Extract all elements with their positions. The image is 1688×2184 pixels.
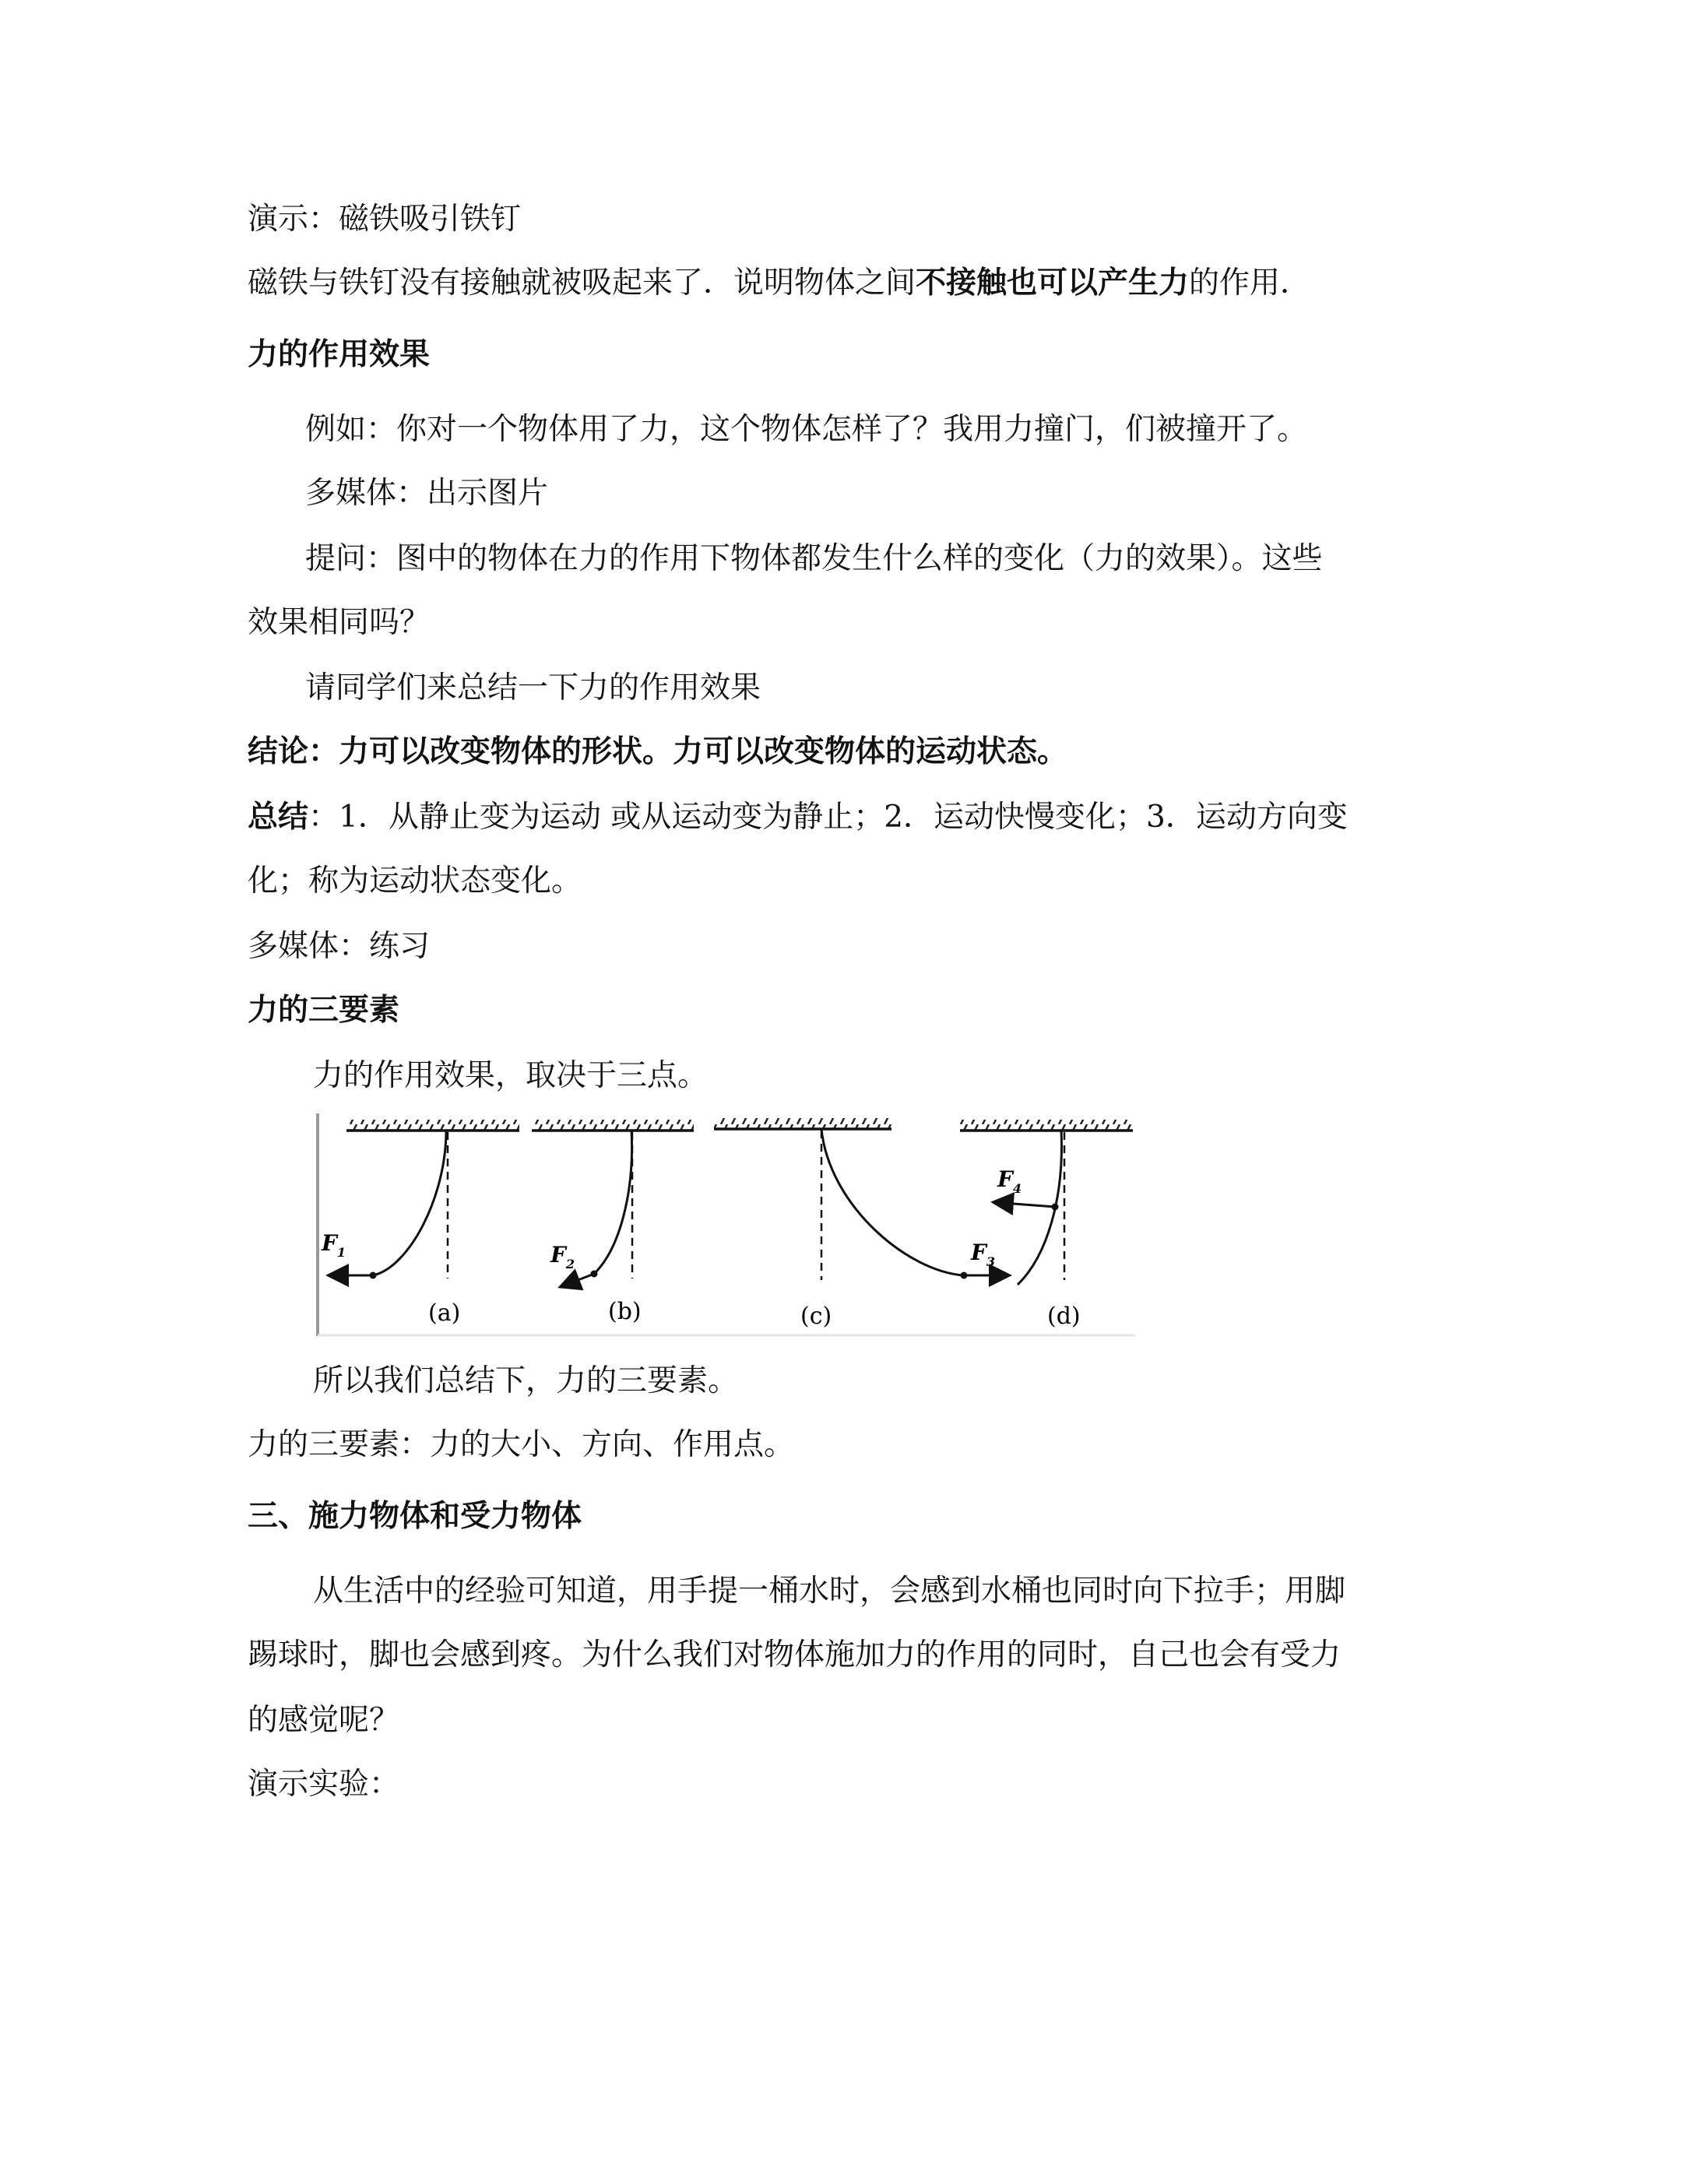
- force-diagram: [315, 1112, 1135, 1338]
- multimedia-picture-line: 多媒体：出示图片: [305, 476, 549, 511]
- three-elements-definition: 力的三要素：力的大小、方向、作用点。: [248, 1427, 795, 1462]
- panel-b: [532, 1120, 694, 1325]
- magnet-explanation-end: 的作用．: [1189, 266, 1311, 301]
- summarize-prompt: 请同学们来总结一下力的作用效果: [305, 670, 761, 705]
- summary-label: 总结: [248, 800, 309, 835]
- heading-three-elements: 力的三要素: [248, 993, 400, 1028]
- bent-rod: [821, 1129, 964, 1275]
- summary-line-1: [248, 797, 1447, 838]
- panel-caption: (b): [608, 1298, 642, 1325]
- ceiling-hatch: [346, 1120, 519, 1131]
- ceiling-hatch: [960, 1120, 1133, 1131]
- panel-c: [714, 1118, 1010, 1330]
- question-line-2: 效果相同吗？: [248, 605, 431, 640]
- three-points-line: 力的作用效果，取决于三点。: [313, 1058, 709, 1093]
- force-label: $F_1$: [322, 1230, 346, 1260]
- bent-rod: [594, 1131, 632, 1274]
- bent-rod: [373, 1131, 446, 1275]
- summary-intro-line: 所以我们总结下，力的三要素。: [313, 1363, 739, 1398]
- demo-experiment-line: 演示实验：: [248, 1767, 400, 1802]
- question-line-1: 提问：图中的物体在力的作用下物体都发生什么样的变化（力的效果）。这些: [305, 541, 1323, 576]
- force-label: $F_3$: [971, 1240, 996, 1269]
- panel-caption: (d): [1047, 1303, 1081, 1330]
- panel-a: [321, 1120, 519, 1327]
- force-arrow: [993, 1202, 1055, 1207]
- magnet-explanation-text: 磁铁与铁钉没有接触就被吸起来了．说明物体之间: [248, 266, 916, 301]
- summary-line-2: 化；称为运动状态变化。: [248, 863, 582, 899]
- ceiling-hatch: [532, 1120, 694, 1131]
- force-arrow: [560, 1274, 594, 1287]
- conclusion-line: 结论：力可以改变物体的形状。力可以改变物体的运动状态。: [248, 734, 1068, 769]
- panel-d: [960, 1120, 1133, 1330]
- example-paragraph: 例如：你对一个物体用了力，这个物体怎样了？我用力撞门，们被撞开了。: [305, 412, 1308, 447]
- magnet-explanation-emphasis: 不接触也可以产生力: [916, 266, 1190, 301]
- heading-force-effects: 力的作用效果: [248, 337, 431, 372]
- magnet-explanation: [248, 263, 1447, 304]
- multimedia-exercise-line: 多媒体：练习: [248, 929, 431, 964]
- summary-text: ：1．从静止变为运动 或从运动变为静止；2．运动快慢变化；3．运动方向变: [308, 800, 1348, 835]
- ceiling-hatch: [714, 1118, 891, 1129]
- demo-magnet-line: 演示：磁铁吸引铁钉: [248, 202, 522, 237]
- experience-line-1: 从生活中的经验可知道，用手提一桶水时，会感到水桶也同时向下拉手；用脚: [313, 1574, 1346, 1609]
- force-label: $F_2$: [550, 1242, 575, 1271]
- heading-section-three: 三、施力物体和受力物体: [248, 1499, 582, 1534]
- experience-line-3: 的感觉呢？: [248, 1703, 400, 1738]
- panel-caption: (c): [800, 1303, 832, 1330]
- experience-line-2: 踢球时，脚也会感到疼。为什么我们对物体施加力的作用的同时，自己也会有受力: [248, 1637, 1342, 1672]
- panel-caption: (a): [428, 1299, 461, 1327]
- force-label: $F_4$: [997, 1166, 1022, 1196]
